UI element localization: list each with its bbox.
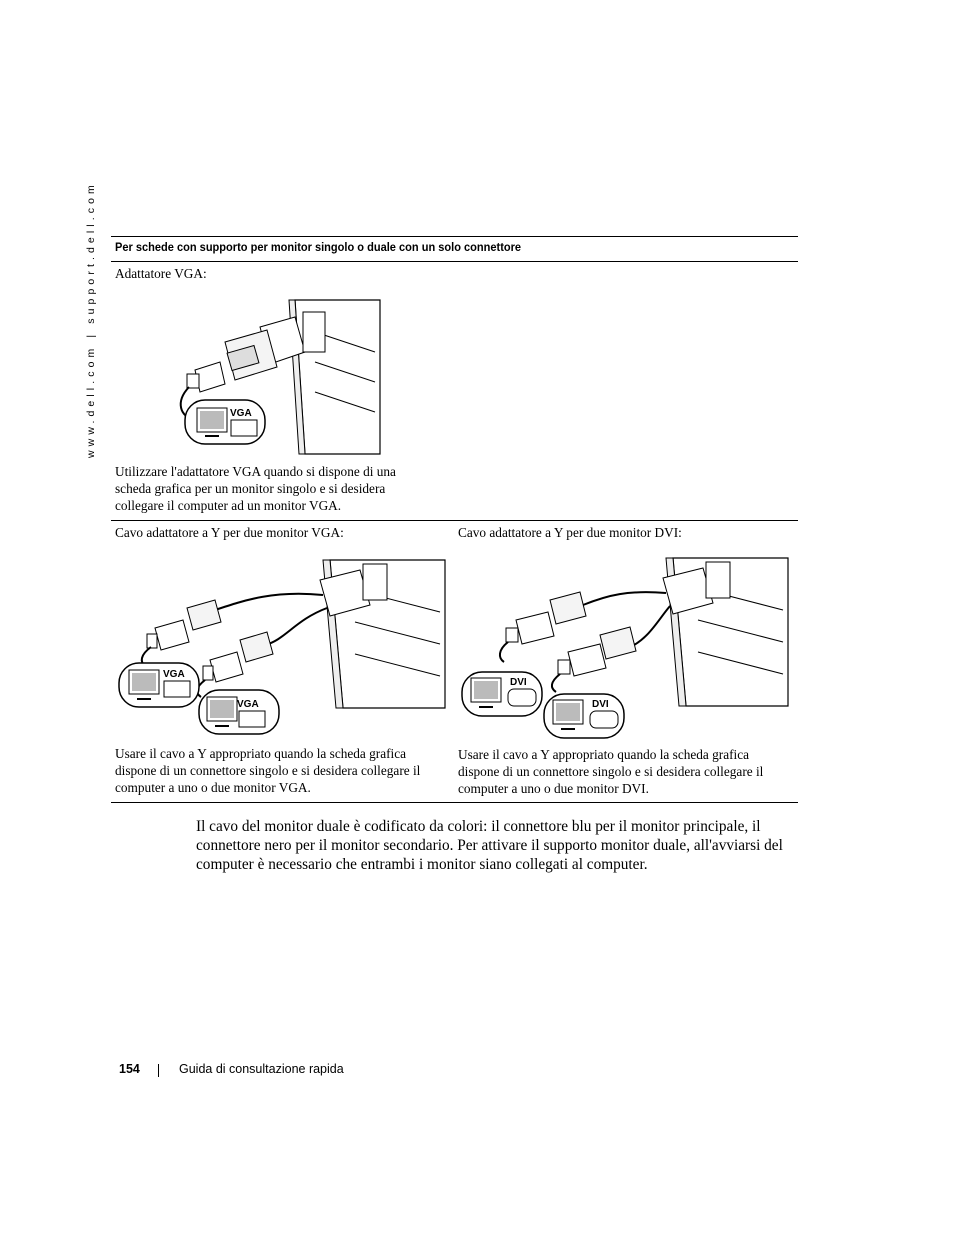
caption-line: Usare il cavo a Y appropriato quando la scheda grafica — [458, 747, 750, 762]
table-top-rule — [111, 236, 798, 237]
dvi-badge-label: DVI — [510, 677, 527, 688]
dvi-y-cable-label: Cavo adattatore a Y per due monitor DVI: — [458, 525, 682, 540]
footer-separator — [158, 1064, 159, 1077]
sidebar-url-text: www.dell.com | support.dell.com — [85, 181, 97, 458]
vga-y-cable-caption — [115, 745, 455, 796]
dvi-y-cable-caption — [458, 746, 798, 797]
caption-line: Utilizzare l'adattatore VGA quando si dispone di una — [115, 464, 396, 479]
paragraph-line: Il cavo del monitor duale è codificato da colori: il connettore blu per il monitor principale, il — [196, 818, 761, 835]
vga-badge-label: VGA — [163, 669, 185, 680]
paragraph-line: connettore nero per il monitor secondario. Per attivare il supporto monitor duale, all'avviarsi del — [196, 837, 783, 854]
table-header-rule — [111, 261, 798, 262]
dvi-badge-label: DVI — [592, 699, 609, 710]
vga-y-cable-label: Cavo adattatore a Y per due monitor VGA: — [115, 525, 344, 540]
caption-line: computer a uno o due monitor DVI. — [458, 781, 649, 796]
dvi-y-cable-illustration — [458, 550, 793, 735]
paragraph-line: computer è necessario che entrambi i monitor siano collegati al computer. — [196, 856, 648, 873]
vga-adapter-caption — [115, 463, 445, 514]
table-row-rule — [111, 520, 798, 521]
footer-doc-title: Guida di consultazione rapida — [179, 1062, 344, 1076]
vga-adapter-illustration — [175, 292, 405, 462]
table-bottom-rule — [111, 802, 798, 803]
vga-adapter-label: Adattatore VGA: — [115, 266, 207, 281]
vga-badge-label: VGA — [237, 699, 259, 710]
vga-badge-label: VGA — [230, 408, 252, 419]
sidebar-url — [83, 181, 99, 460]
caption-line: dispone di un connettore singolo e si desidera collegare il — [115, 763, 421, 778]
caption-line: collegare il computer ad un monitor VGA. — [115, 498, 342, 513]
caption-line: computer a uno o due monitor VGA. — [115, 780, 311, 795]
caption-line: dispone di un connettore singolo e si desidera collegare il — [458, 764, 764, 779]
caption-line: Usare il cavo a Y appropriato quando la scheda grafica — [115, 746, 407, 761]
dual-monitor-note — [196, 817, 800, 874]
caption-line: scheda grafica per un monitor singolo e si desidera — [115, 481, 386, 496]
vga-y-cable-illustration — [115, 550, 450, 735]
page-number: 154 — [119, 1062, 140, 1076]
table-title: Per schede con supporto per monitor singolo o duale con un solo connettore — [115, 240, 522, 254]
